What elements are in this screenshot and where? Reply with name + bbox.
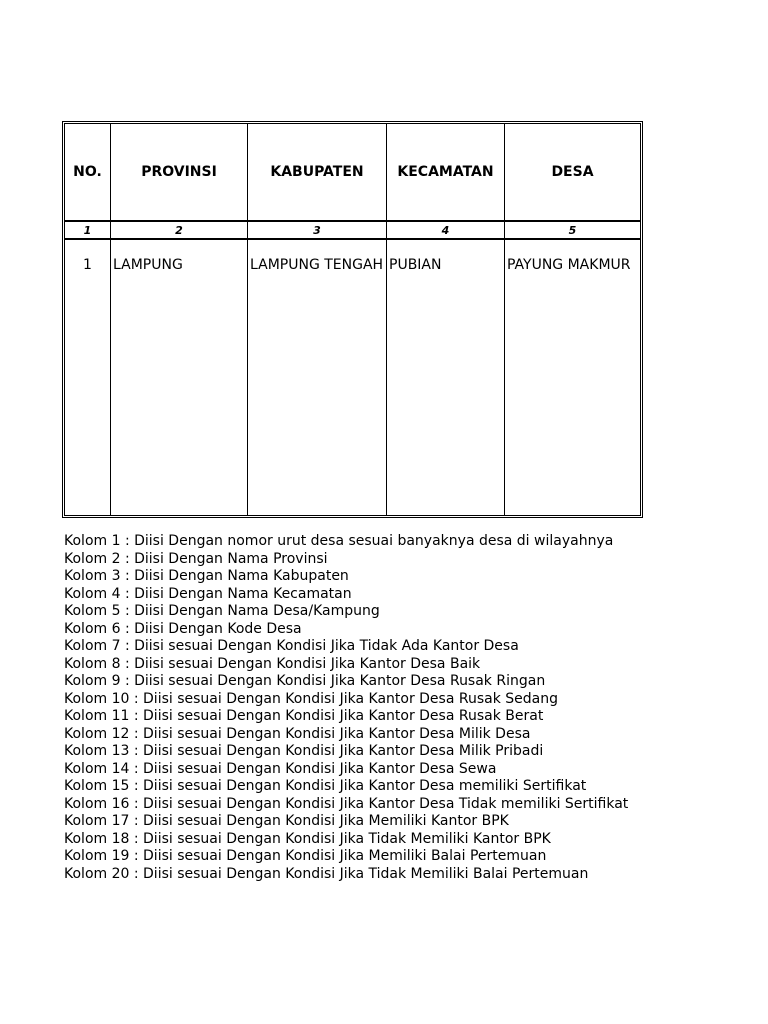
- number-row-divider: [65, 238, 640, 240]
- column-number: 3: [313, 223, 321, 237]
- column-number: 2: [175, 223, 183, 237]
- column-number: 5: [568, 223, 577, 237]
- row-kecamatan: PUBIAN: [389, 257, 442, 273]
- header-provinsi: PROVINSI: [141, 164, 217, 180]
- header-kabupaten: KABUPATEN: [270, 164, 364, 180]
- note-line: Kolom 20 : Diisi sesuai Dengan Kondisi Jika Tidak Memiliki Balai Pertemuan: [64, 865, 589, 882]
- row-no: 1: [83, 257, 92, 273]
- village-table: [62, 121, 643, 518]
- note-line: Kolom 15 : Diisi sesuai Dengan Kondisi Jika Kantor Desa memiliki Sertifikat: [64, 778, 587, 794]
- note-line: Kolom 18 : Diisi sesuai Dengan Kondisi Jika Tidak Memiliki Kantor BPK: [64, 830, 551, 847]
- column-notes: [64, 533, 628, 883]
- note-line: Kolom 5 : Diisi Dengan Nama Desa/Kampung: [64, 603, 380, 619]
- note-line: Kolom 1 : Diisi Dengan nomor urut desa sesuai banyaknya desa di wilayahnya: [64, 533, 614, 549]
- row-provinsi: LAMPUNG: [113, 257, 183, 273]
- header-desa: DESA: [551, 164, 594, 180]
- note-line: Kolom 3 : Diisi Dengan Nama Kabupaten: [64, 568, 349, 584]
- note-line: Kolom 14 : Diisi sesuai Dengan Kondisi Jika Kantor Desa Sewa: [64, 760, 497, 777]
- row-desa: PAYUNG MAKMUR: [507, 257, 631, 273]
- note-line: Kolom 11 : Diisi sesuai Dengan Kondisi Jika Kantor Desa Rusak Berat: [64, 708, 544, 724]
- note-line: Kolom 13 : Diisi sesuai Dengan Kondisi Jika Kantor Desa Milik Pribadi: [64, 743, 544, 759]
- note-line: Kolom 12 : Diisi sesuai Dengan Kondisi Jika Kantor Desa Milik Desa: [64, 725, 531, 742]
- header-no: NO.: [73, 164, 102, 180]
- header-kecamatan: KECAMATAN: [397, 164, 494, 180]
- note-line: Kolom 9 : Diisi sesuai Dengan Kondisi Jika Kantor Desa Rusak Ringan: [64, 673, 546, 689]
- column-number: 4: [441, 223, 450, 237]
- note-line: Kolom 6 : Diisi Dengan Kode Desa: [64, 620, 302, 637]
- note-line: Kolom 8 : Diisi sesuai Dengan Kondisi Jika Kantor Desa Baik: [64, 655, 481, 672]
- note-line: Kolom 4 : Diisi Dengan Nama Kecamatan: [64, 585, 352, 602]
- row-kabupaten: LAMPUNG TENGAH: [250, 257, 384, 273]
- note-line: Kolom 2 : Diisi Dengan Nama Provinsi: [64, 550, 328, 567]
- note-line: Kolom 16 : Diisi sesuai Dengan Kondisi Jika Kantor Desa Tidak memiliki Sertifikat: [64, 795, 629, 812]
- note-line: Kolom 17 : Diisi sesuai Dengan Kondisi Jika Memiliki Kantor BPK: [64, 813, 509, 829]
- column-number: 1: [83, 223, 92, 237]
- note-line: Kolom 19 : Diisi sesuai Dengan Kondisi Jika Memiliki Balai Pertemuan: [64, 848, 547, 864]
- note-line: Kolom 7 : Diisi sesuai Dengan Kondisi Jika Tidak Ada Kantor Desa: [64, 638, 519, 654]
- note-line: Kolom 10 : Diisi sesuai Dengan Kondisi Jika Kantor Desa Rusak Sedang: [64, 690, 558, 707]
